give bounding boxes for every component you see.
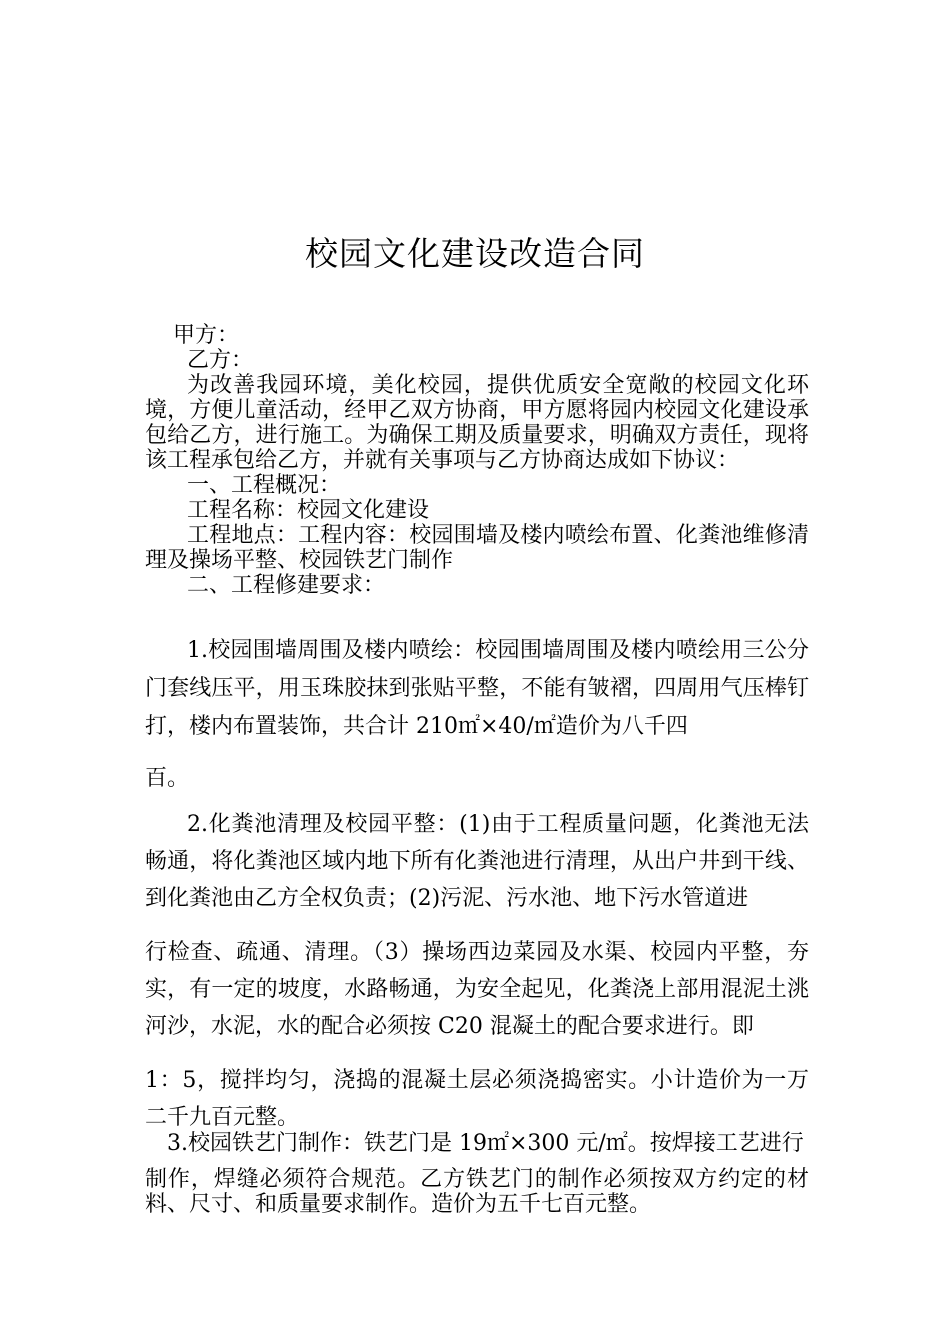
section1-heading: 一、工程概况： xyxy=(187,473,342,498)
item1-tail: 百。 xyxy=(145,766,190,791)
project-name-line: 工程名称：校园文化建设 xyxy=(187,498,430,523)
item3-block xyxy=(145,1129,809,1217)
project-location-line: 工程地点：工程内容：校园围墙及楼内喷绘布置、化粪池维修清理及操场平整、校园铁艺门制作 xyxy=(145,523,809,573)
item3-paragraph-part2: 制作，焊缝必须符合规范。乙方铁艺门的制作必须按双方约定的材料、尺寸、和质量要求制作。造价为五千七百元整。 xyxy=(145,1167,809,1217)
document-title: 校园文化建设改造合同 xyxy=(305,234,645,273)
item2-paragraph-part2: 行检查、疏通、清理。（3）操场西边菜园及水渠、校园内平整，夯实，有一定的坡度，水路畅通，为安全起见，化粪浇上部用混泥土洮河沙，水泥，水的配合必须按 C20 混凝土的配合要求进行。即 xyxy=(145,940,809,1039)
item1-paragraph: 1.校园围墙周围及楼内喷绘：校园围墙周围及楼内喷绘用三公分门套线压平，用玉珠胶抹到张贴平整，不能有皱褶，四周用气压棒钉打，楼内布置装饰，共合计 210㎡×40/㎡造价为八千四 xyxy=(145,638,809,739)
intro-paragraph: 为改善我园环境，美化校园，提供优质安全宽敞的校园文化环境，方便儿童活动，经甲乙双方协商，甲方愿将园内校园文化建设承包给乙方，进行施工。为确保工期及质量要求，明确双方责任，现将该工程承包给乙方，并就有关事项与乙方协商达成如下协议： xyxy=(145,373,809,473)
item1-block xyxy=(145,632,809,798)
item2-paragraph-part1: 2.化粪池清理及校园平整：(1)由于工程质量问题，化粪池无法畅通，将化粪池区域内地下所有化粪池进行清理，从出户井到干线、到化粪池由乙方全权负责；(2)污泥、污水池、地下污水管道进 xyxy=(145,812,809,911)
item2-block xyxy=(145,806,809,1136)
item3-paragraph-part1: 3.校园铁艺门制作：铁艺门是 19㎡×300 元/㎡。按焊接工艺进行 xyxy=(167,1131,804,1156)
item2-paragraph-part3: 1：5，搅拌均匀，浇捣的混凝土层必须浇捣密实。小计造价为一万二千九百元整。 xyxy=(145,1068,809,1130)
contract-header-block xyxy=(145,323,809,598)
party-a-line: 甲方： xyxy=(173,323,240,348)
party-b-line: 乙方： xyxy=(187,348,254,373)
section2-heading: 二、工程修建要求： xyxy=(187,573,386,598)
